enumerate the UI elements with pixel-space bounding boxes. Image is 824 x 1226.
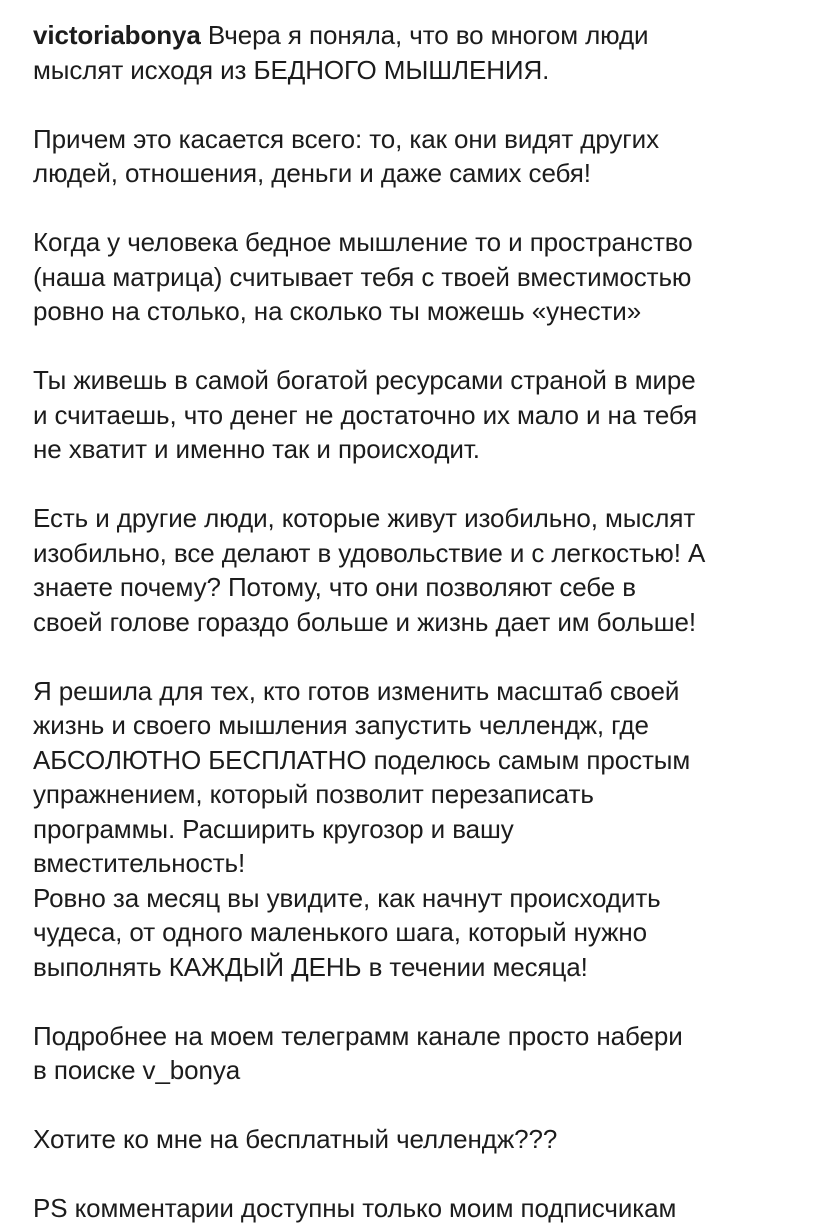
caption-paragraph-4 [33,363,800,467]
caption-line: знаете почему? Потому, что они позволяют себе в [33,572,636,602]
caption-line: (наша матрица) считывает тебя с твоей вместимостью [33,261,692,292]
caption-line: изобильно, все делают в удовольствие и с легкостью! А [33,537,706,568]
caption-text: Вчера я поняла, что во многом люди [200,20,649,50]
caption-paragraph-2 [33,122,800,191]
caption-line: упражнением, который позволит перезаписать [33,779,594,809]
caption-line: в поиске v_bonya [33,1055,241,1085]
caption-line: не хватит и именно так и происходит. [33,434,480,464]
caption-paragraph-7 [33,881,800,985]
caption-line: АБСОЛЮТНО БЕСПЛАТНО поделюсь самым простым [33,744,691,775]
caption-line: Хотите ко мне на бесплатный челлендж??? [33,1124,558,1154]
caption-line [33,18,800,53]
caption-paragraph-10 [33,1191,800,1226]
caption-line: мыслят исходя из БЕДНОГО МЫШЛЕНИЯ. [33,54,550,85]
username-link[interactable]: victoriabonya [33,20,201,50]
caption-line: жизнь и своего мышления запустить челлендж, где [33,710,649,740]
caption-line: своей голове гораздо больше и жизнь дает им больше! [33,606,696,637]
caption-line: Когда у человека бедное мышление то и пространство [33,227,693,257]
caption-line: программы. Расширить кругозор и вашу [33,813,514,844]
caption-line: Ты живешь в самой богатой ресурсами страной в мире [33,365,696,395]
caption-line: чудеса, от одного маленького шага, который нужно [33,917,648,947]
caption-paragraph-8 [33,1019,800,1088]
caption-paragraph-1 [33,18,800,87]
caption-paragraph-3 [33,225,800,329]
caption-paragraph-5 [33,501,800,639]
caption-paragraph-9 [33,1122,800,1157]
caption-line: Подробнее на моем телеграмм канале просто набери [33,1020,683,1051]
caption-paragraph-6 [33,674,800,881]
caption-line: ровно на столько, на сколько ты можешь «унести» [33,296,642,326]
caption-line: Есть и другие люди, которые живут изобильно, мыслят [33,503,696,533]
caption-line: Причем это касается всего: то, как они видят других [33,123,660,154]
caption-line: выполнять КАЖДЫЙ ДЕНЬ в течении месяца! [33,951,588,982]
caption-line: и считаешь, что денег не достаточно их мало и на тебя [33,399,698,430]
caption-line: Ровно за месяц вы увидите, как начнут происходить [33,882,661,913]
caption-line: Я решила для тех, кто готов изменить масштаб своей [33,675,680,706]
caption-line: вместительность! [33,848,246,878]
caption-line: людей, отношения, деньги и даже самих себя! [33,158,591,188]
caption-line: PS комментарии доступны только моим подписчикам [33,1193,677,1223]
